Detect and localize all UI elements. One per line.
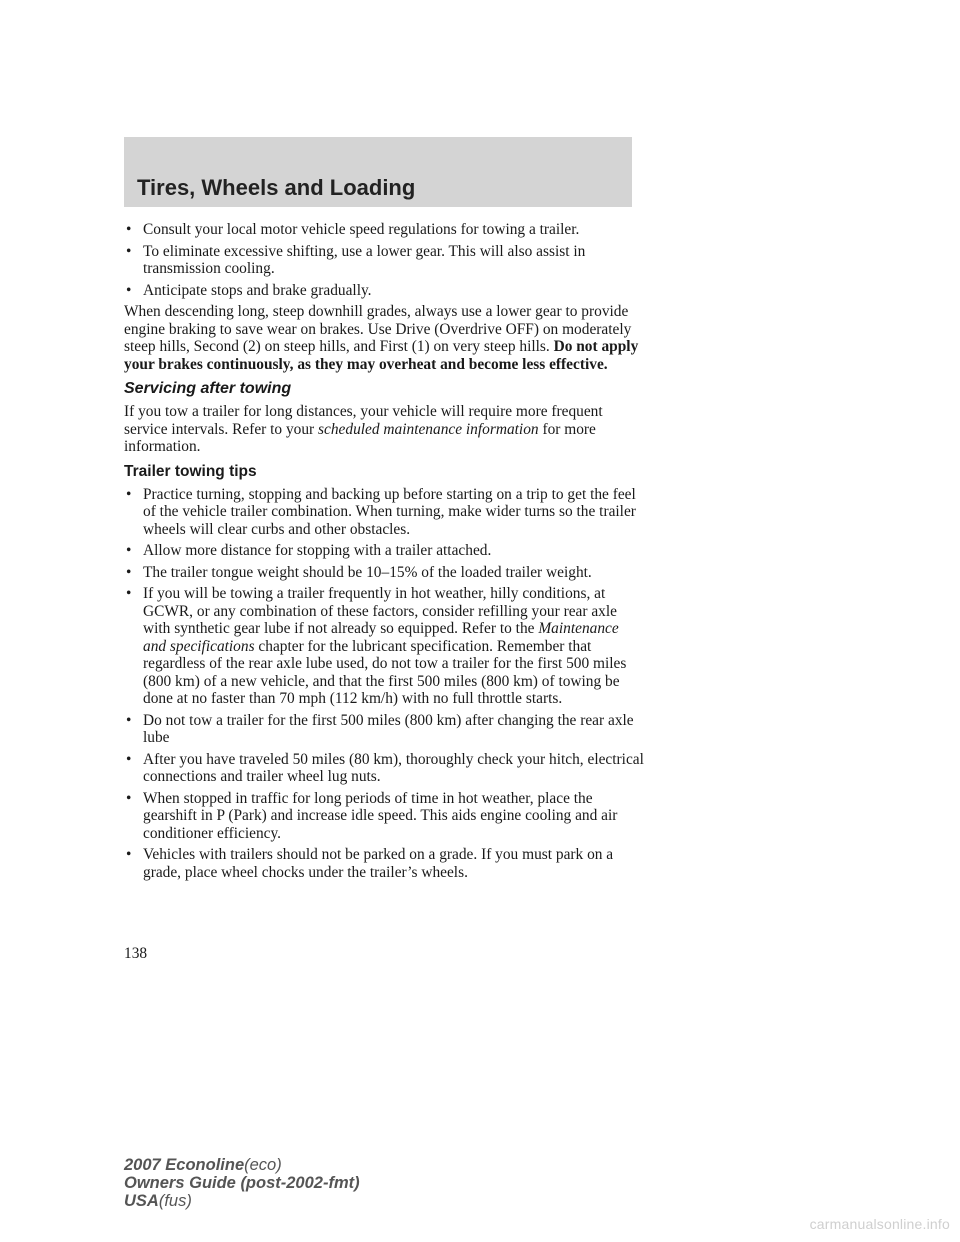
servicing-heading: Servicing after towing	[124, 380, 292, 397]
section-title: Tires, Wheels and Loading	[137, 175, 416, 200]
servicing-paragraph: If you tow a trailer for long distances, your vehicle will require more frequent service intervals. Refer to your scheduled maintenance information for more information.	[124, 403, 603, 455]
list-item: • Do not tow a trailer for the first 500 miles (800 km) after changing the rear axle lube	[126, 711, 634, 746]
bullet: •	[126, 485, 132, 503]
watermark-text: carmanualsonline.info	[809, 1216, 950, 1232]
bullet: •	[126, 563, 132, 581]
list-item: • After you have traveled 50 miles (80 km), thoroughly check your hitch, electrical connections and trailer wheel lug nuts.	[126, 750, 644, 785]
chapter-reference: Maintenance and specifications	[143, 620, 619, 655]
bullet: •	[126, 711, 132, 729]
bullet: •	[126, 750, 132, 768]
bullet: •	[126, 542, 132, 559]
tips-heading: Trailer towing tips	[124, 462, 257, 480]
list-item: • Vehicles with trailers should not be parked on a grade. If you must park on a grade, place wheel chocks under the trailer’s wheels.	[126, 846, 614, 881]
bullet: •	[126, 281, 132, 299]
page-number: 138	[124, 945, 148, 962]
bullet: •	[126, 789, 132, 807]
descending-paragraph: When descending long, steep downhill grades, always use a lower gear to provide engine braking to save wear on brakes. Use Drive (Overdrive OFF) on moderately steep hills, Second (2) on steep hills, and First (1) on very steep hills. Do not apply your brakes continuously, as they may overheat and become less effective.	[124, 303, 639, 373]
footer-line-2: Owners Guide (post-2002-fmt)	[124, 1174, 360, 1192]
tips-bullet-list	[124, 486, 644, 882]
list-item: • If you will be towing a trailer frequently in hot weather, hilly conditions, at GCWR, or any combination of these factors, consider refilling your rear axle with synthetic gear lube if not already so equipped. Refer to the Maintenance and specifications chapter for the lubricant specification. Remember that regardless of the rear axle lube used, do not tow a trailer for the first 500 miles (800 km) of a new vehicle, and that the first 500 miles (800 km) of towing be done at no faster than 70 mph (112 km/h) with no full throttle starts.	[126, 585, 627, 707]
footer-line-3: USA(fus)	[124, 1192, 192, 1210]
bullet: •	[126, 242, 132, 260]
page-body	[124, 221, 644, 885]
bullet: •	[126, 585, 132, 602]
bullet: •	[126, 846, 132, 863]
list-item: • To eliminate excessive shifting, use a lower gear. This will also assist in transmission cooling.	[126, 242, 586, 277]
list-item: • Practice turning, stopping and backing up before starting on a trip to get the feel of the vehicle trailer combination. When turning, make wider turns so the trailer wheels will clear curbs and other obstacles.	[126, 485, 636, 538]
footer-line-1: 2007 Econoline(eco)	[124, 1156, 282, 1174]
document-footer	[124, 1156, 360, 1210]
list-item: • Allow more distance for stopping with a trailer attached.	[126, 542, 492, 559]
list-item: • Consult your local motor vehicle speed regulations for towing a trailer.	[126, 221, 580, 238]
bullet: •	[126, 221, 132, 238]
list-item: • The trailer tongue weight should be 10–15% of the loaded trailer weight.	[126, 563, 592, 581]
list-item: • Anticipate stops and brake gradually.	[126, 281, 372, 299]
intro-bullet-list	[124, 221, 644, 299]
maintenance-reference: scheduled maintenance information	[318, 420, 539, 438]
brake-warning: Do not apply your brakes continuously, as they may overheat and become less effective.	[124, 338, 639, 373]
list-item: • When stopped in traffic for long periods of time in hot weather, place the gearshift in P (Park) and increase idle speed. This aids engine cooling and air conditioner efficiency.	[126, 789, 618, 842]
